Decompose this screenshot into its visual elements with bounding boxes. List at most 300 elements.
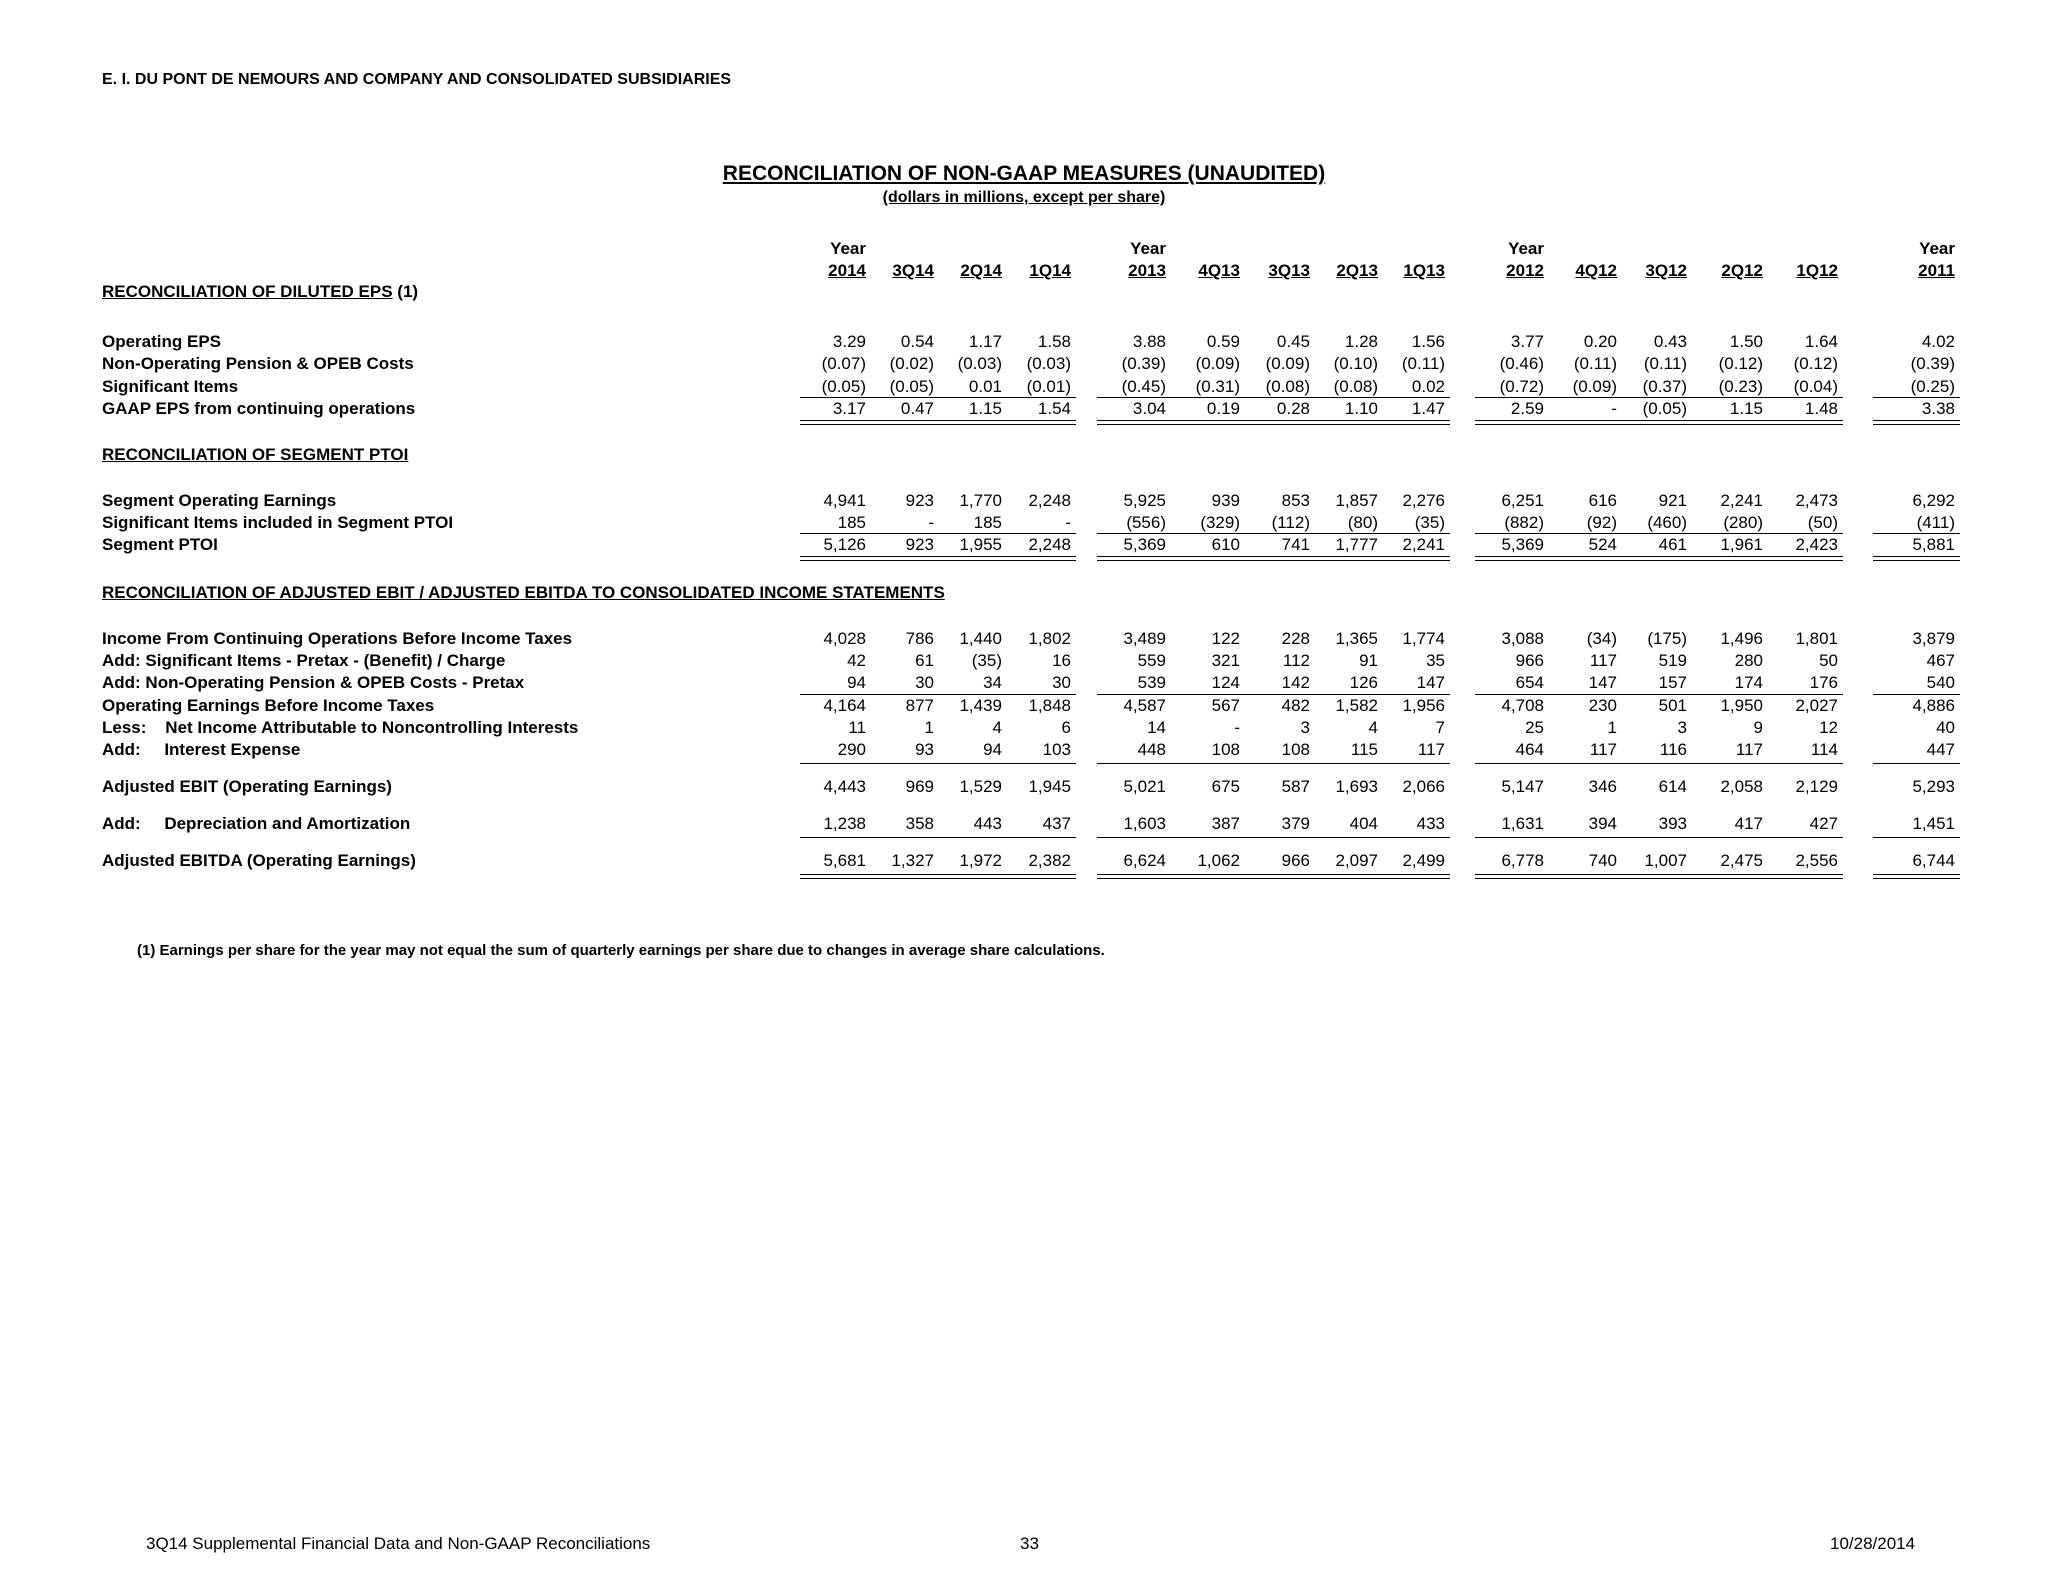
table-cell: 5,147 — [1501, 777, 1544, 796]
footer-title: 3Q14 Supplemental Financial Data and Non-GAAP Reconciliations — [146, 1534, 651, 1553]
column-header-top — [1250, 238, 1310, 260]
table-cell: 461 — [1658, 535, 1687, 554]
table-cell: 228 — [1281, 629, 1310, 648]
table-cell: 567 — [1211, 696, 1240, 715]
table-cell: (0.09) — [1572, 377, 1617, 396]
table-cell: 2,475 — [1720, 851, 1763, 870]
table-cell: 2,423 — [1795, 535, 1838, 554]
table-cell: 6,251 — [1501, 491, 1544, 510]
column-header-2q13 — [1318, 238, 1378, 282]
underline-rule — [1873, 874, 1960, 875]
column-header-top — [1318, 238, 1378, 260]
table-cell: 1.56 — [1411, 332, 1445, 351]
table-cell: 379 — [1281, 814, 1310, 833]
column-header-3q14 — [874, 238, 934, 282]
table-cell: 2,556 — [1795, 851, 1838, 870]
table-cell: 524 — [1588, 535, 1617, 554]
table-cell: 1,603 — [1123, 814, 1166, 833]
column-header-3q12 — [1627, 238, 1687, 282]
table-cell: 0.02 — [1411, 377, 1445, 396]
row-label: Adjusted EBITDA (Operating Earnings) — [102, 851, 416, 870]
table-cell: - — [1611, 399, 1617, 418]
table-cell: 610 — [1211, 535, 1240, 554]
table-cell: 3 — [1300, 718, 1310, 737]
table-cell: (280) — [1723, 513, 1763, 532]
table-cell: (112) — [1271, 513, 1310, 532]
table-cell: (0.09) — [1265, 354, 1310, 373]
table-cell: 3.38 — [1921, 399, 1955, 418]
table-cell: 5,369 — [1123, 535, 1166, 554]
footnote: (1) Earnings per share for the year may not equal the sum of quarterly earnings per share due to changes in average share calculations. — [137, 942, 1105, 959]
table-cell: 147 — [1588, 673, 1617, 692]
row-label: GAAP EPS from continuing operations — [102, 399, 416, 418]
row-label: Less: Net Income Attributable to Noncontrolling Interests — [102, 718, 579, 737]
table-cell: 1,945 — [1028, 777, 1071, 796]
table-cell: 5,681 — [823, 851, 866, 870]
underline-rule — [800, 556, 1076, 557]
table-cell: 117 — [1589, 651, 1617, 670]
table-cell: 108 — [1281, 740, 1310, 759]
table-cell: (0.05) — [821, 377, 866, 396]
table-cell: 0.54 — [900, 332, 934, 351]
table-cell: 35 — [1426, 651, 1445, 670]
table-cell: 108 — [1211, 740, 1240, 759]
table-cell: 103 — [1042, 740, 1071, 759]
table-cell: 437 — [1042, 814, 1071, 833]
column-header-4q13 — [1180, 238, 1240, 282]
underline-rule — [800, 420, 1076, 421]
table-cell: (0.23) — [1718, 377, 1763, 396]
table-cell: 1,777 — [1335, 535, 1378, 554]
column-header-label: 2012 — [1506, 261, 1544, 280]
table-cell: (0.04) — [1793, 377, 1838, 396]
table-cell: 1.28 — [1344, 332, 1378, 351]
table-cell: 1.54 — [1037, 399, 1071, 418]
table-cell: 433 — [1416, 814, 1445, 833]
table-cell: 1,062 — [1197, 851, 1240, 870]
underline-rule — [1097, 837, 1450, 838]
table-cell: 2,248 — [1028, 535, 1071, 554]
table-cell: 5,925 — [1123, 491, 1166, 510]
row-label: Operating EPS — [102, 332, 222, 351]
table-cell: (50) — [1807, 513, 1838, 532]
table-cell: 6,624 — [1123, 851, 1166, 870]
row-label: Significant Items included in Segment PTOI — [102, 513, 454, 532]
table-cell: 2,097 — [1335, 851, 1378, 870]
page-title: RECONCILIATION OF NON-GAAP MEASURES (UNAUDITED) — [722, 162, 1326, 185]
table-cell: (0.11) — [1401, 354, 1445, 373]
table-cell: (882) — [1504, 513, 1544, 532]
table-cell: 393 — [1658, 814, 1687, 833]
underline-rule — [1475, 694, 1843, 695]
column-header-top: Year — [1130, 239, 1166, 258]
table-cell: (0.08) — [1333, 377, 1378, 396]
table-cell: 94 — [983, 740, 1002, 759]
underline-rule — [1097, 556, 1450, 557]
table-cell: 4,941 — [823, 491, 866, 510]
table-cell: (0.12) — [1718, 354, 1763, 373]
table-cell: 42 — [847, 651, 866, 670]
underline-rule — [800, 874, 1076, 875]
table-cell: 587 — [1281, 777, 1310, 796]
column-header-1q12 — [1778, 238, 1838, 282]
column-header-top: Year — [1508, 239, 1544, 258]
column-header-2013 — [1106, 238, 1166, 282]
underline-rule — [1475, 420, 1843, 421]
table-cell: 654 — [1515, 673, 1544, 692]
table-cell: 115 — [1350, 740, 1378, 759]
table-cell: (0.10) — [1333, 354, 1378, 373]
table-cell: (35) — [971, 651, 1002, 670]
table-cell: 0.59 — [1206, 332, 1240, 351]
company-name: E. I. DU PONT DE NEMOURS AND COMPANY AND CONSOLIDATED SUBSIDIARIES — [102, 71, 732, 88]
column-header-label: 3Q14 — [892, 261, 934, 280]
table-cell: 0.28 — [1276, 399, 1310, 418]
table-cell: - — [1065, 513, 1071, 532]
table-cell: 1.48 — [1804, 399, 1838, 418]
row-label: Non-Operating Pension & OPEB Costs — [102, 354, 414, 373]
table-cell: 0.19 — [1206, 399, 1240, 418]
table-cell: 5,369 — [1501, 535, 1544, 554]
row-label: Add: Non-Operating Pension & OPEB Costs - Pretax — [102, 673, 525, 692]
table-cell: (0.02) — [889, 354, 934, 373]
underline-rule — [1475, 397, 1843, 398]
table-cell: 921 — [1658, 491, 1687, 510]
table-cell: (0.37) — [1642, 377, 1687, 396]
table-cell: 4,164 — [823, 696, 866, 715]
table-cell: 2,241 — [1720, 491, 1763, 510]
column-header-top — [1778, 238, 1838, 260]
column-header-label: 4Q13 — [1198, 261, 1240, 280]
table-cell: 93 — [915, 740, 934, 759]
table-cell: (175) — [1647, 629, 1687, 648]
table-cell: 2.59 — [1510, 399, 1544, 418]
table-cell: 1,007 — [1644, 851, 1687, 870]
table-cell: 853 — [1281, 491, 1310, 510]
row-label: Income From Continuing Operations Before Income Taxes — [102, 629, 573, 648]
table-cell: 1,955 — [959, 535, 1002, 554]
table-cell: 427 — [1809, 814, 1838, 833]
column-header-top: Year — [830, 239, 866, 258]
table-cell: 1,365 — [1335, 629, 1378, 648]
table-cell: 174 — [1734, 673, 1763, 692]
table-cell: 7 — [1435, 718, 1445, 737]
table-cell: 0.01 — [968, 377, 1002, 396]
table-cell: 5,126 — [823, 535, 866, 554]
table-cell: 30 — [1052, 673, 1071, 692]
table-cell: 112 — [1282, 651, 1310, 670]
table-cell: (556) — [1126, 513, 1166, 532]
table-cell: 1,801 — [1795, 629, 1838, 648]
table-cell: 142 — [1281, 673, 1310, 692]
table-cell: 3.29 — [832, 332, 866, 351]
column-header-label: 2Q13 — [1336, 261, 1378, 280]
table-cell: 40 — [1936, 718, 1955, 737]
table-cell: 448 — [1137, 740, 1166, 759]
table-cell: (460) — [1647, 513, 1687, 532]
column-header-top — [1011, 238, 1071, 260]
table-cell: 4 — [1368, 718, 1378, 737]
underline-rule — [800, 763, 1076, 764]
table-cell: 1,440 — [959, 629, 1002, 648]
table-cell: (0.08) — [1265, 377, 1310, 396]
table-cell: 614 — [1658, 777, 1687, 796]
table-cell: 2,276 — [1402, 491, 1445, 510]
table-cell: 1.50 — [1729, 332, 1763, 351]
underline-rule — [1097, 560, 1450, 561]
underline-rule — [1873, 424, 1960, 425]
table-cell: 1,802 — [1028, 629, 1071, 648]
table-cell: 61 — [915, 651, 934, 670]
table-cell: 176 — [1809, 673, 1838, 692]
column-header-top — [1703, 238, 1763, 260]
row-label: Add: Significant Items - Pretax - (Benefit) / Charge — [102, 651, 506, 670]
table-cell: 4,708 — [1501, 696, 1544, 715]
table-cell: 3.17 — [832, 399, 866, 418]
table-cell: 2,129 — [1795, 777, 1838, 796]
underline-rule — [1873, 837, 1960, 838]
table-cell: 16 — [1052, 651, 1071, 670]
underline-rule — [1475, 560, 1843, 561]
table-cell: - — [928, 513, 934, 532]
column-header-label: 2Q12 — [1721, 261, 1763, 280]
table-cell: (34) — [1586, 629, 1617, 648]
underline-rule — [1873, 763, 1960, 764]
table-cell: 4 — [992, 718, 1002, 737]
table-cell: (0.11) — [1643, 354, 1687, 373]
column-header-label: 1Q12 — [1796, 261, 1838, 280]
table-cell: 358 — [905, 814, 934, 833]
table-cell: (0.09) — [1195, 354, 1240, 373]
table-cell: 4,886 — [1912, 696, 1955, 715]
section-title — [102, 445, 408, 465]
table-cell: 2,027 — [1795, 696, 1838, 715]
table-cell: 2,066 — [1402, 777, 1445, 796]
table-cell: 25 — [1525, 718, 1544, 737]
table-cell: 1,631 — [1501, 814, 1544, 833]
table-cell: (0.12) — [1793, 354, 1838, 373]
column-header-3q13 — [1250, 238, 1310, 282]
column-header-top — [874, 238, 934, 260]
column-header-2014 — [806, 238, 866, 282]
table-cell: (0.03) — [1026, 354, 1071, 373]
table-cell: (0.45) — [1121, 377, 1166, 396]
table-cell: 6,744 — [1912, 851, 1955, 870]
table-cell: 616 — [1588, 491, 1617, 510]
column-header-1q13 — [1385, 238, 1445, 282]
table-cell: 12 — [1819, 718, 1838, 737]
table-cell: 147 — [1416, 673, 1445, 692]
column-header-top — [1385, 238, 1445, 260]
table-cell: (0.01) — [1026, 377, 1071, 396]
table-cell: 4.02 — [1921, 332, 1955, 351]
table-cell: 50 — [1819, 651, 1838, 670]
table-cell: 966 — [1281, 851, 1310, 870]
table-cell: 559 — [1137, 651, 1166, 670]
table-cell: 230 — [1588, 696, 1617, 715]
underline-rule — [1097, 420, 1450, 421]
column-header-2q12 — [1703, 238, 1763, 282]
table-cell: 1.15 — [968, 399, 1002, 418]
table-cell: 877 — [905, 696, 934, 715]
table-cell: 117 — [1417, 740, 1445, 759]
table-cell: 117 — [1735, 740, 1763, 759]
table-cell: (0.11) — [1573, 354, 1617, 373]
table-cell: 0.45 — [1276, 332, 1310, 351]
column-header-2012 — [1484, 238, 1544, 282]
column-header-top — [942, 238, 1002, 260]
table-cell: 34 — [983, 673, 1002, 692]
table-cell: 6,292 — [1912, 491, 1955, 510]
table-cell: 2,382 — [1028, 851, 1071, 870]
table-cell: 2,248 — [1028, 491, 1071, 510]
table-cell: (0.07) — [821, 354, 866, 373]
table-cell: 1.58 — [1037, 332, 1071, 351]
table-cell: 404 — [1349, 814, 1378, 833]
table-cell: 91 — [1359, 651, 1378, 670]
table-cell: 122 — [1211, 629, 1240, 648]
table-cell: 5,021 — [1123, 777, 1166, 796]
table-cell: (0.31) — [1195, 377, 1240, 396]
section-title-text: RECONCILIATION OF ADJUSTED EBIT / ADJUSTED EBITDA TO CONSOLIDATED INCOME STATEMENTS — [102, 583, 945, 602]
table-cell: 1,529 — [959, 777, 1002, 796]
underline-rule — [1873, 878, 1960, 879]
column-header-label: 3Q12 — [1645, 261, 1687, 280]
table-cell: 3,489 — [1123, 629, 1166, 648]
table-cell: 387 — [1211, 814, 1240, 833]
underline-rule — [800, 397, 1076, 398]
underline-rule — [1475, 424, 1843, 425]
table-cell: 1.47 — [1411, 399, 1445, 418]
column-header-label: 1Q13 — [1403, 261, 1445, 280]
underline-rule — [800, 424, 1076, 425]
table-cell: (0.72) — [1499, 377, 1544, 396]
table-cell: (0.05) — [1642, 399, 1687, 418]
table-cell: 1,439 — [959, 696, 1002, 715]
table-cell: 741 — [1281, 535, 1310, 554]
table-cell: (92) — [1586, 513, 1617, 532]
underline-rule — [1475, 837, 1843, 838]
underline-rule — [1475, 533, 1843, 534]
table-cell: 3 — [1677, 718, 1687, 737]
column-header-top — [1627, 238, 1687, 260]
table-cell: 114 — [1810, 740, 1838, 759]
table-cell: (80) — [1347, 513, 1378, 532]
table-cell: (0.46) — [1499, 354, 1544, 373]
table-cell: (0.39) — [1910, 354, 1955, 373]
row-label: Significant Items — [102, 377, 239, 396]
row-label: Operating Earnings Before Income Taxes — [102, 696, 435, 715]
column-header-top: Year — [1919, 239, 1955, 258]
table-cell: 3,088 — [1501, 629, 1544, 648]
table-cell: 969 — [905, 777, 934, 796]
table-cell: 539 — [1137, 673, 1166, 692]
table-cell: 1,770 — [959, 491, 1002, 510]
section-title — [102, 583, 945, 603]
table-cell: 467 — [1926, 651, 1955, 670]
row-label: Add: Interest Expense — [102, 740, 301, 759]
table-cell: 126 — [1349, 673, 1378, 692]
column-header-label: 2011 — [1918, 261, 1955, 280]
table-cell: 1,950 — [1720, 696, 1763, 715]
table-cell: 2,241 — [1402, 535, 1445, 554]
underline-rule — [1873, 694, 1960, 695]
table-cell: 2,473 — [1795, 491, 1838, 510]
table-cell: 346 — [1588, 777, 1617, 796]
table-cell: 30 — [915, 673, 934, 692]
table-cell: 1,451 — [1912, 814, 1955, 833]
underline-rule — [1097, 533, 1450, 534]
underline-rule — [800, 694, 1076, 695]
underline-rule — [1873, 397, 1960, 398]
table-cell: 464 — [1515, 740, 1544, 759]
row-label: Segment Operating Earnings — [102, 491, 337, 510]
underline-rule — [1097, 878, 1450, 879]
table-cell: - — [1234, 718, 1240, 737]
table-cell: (0.05) — [889, 377, 934, 396]
table-cell: 5,293 — [1912, 777, 1955, 796]
column-header-label: 4Q12 — [1575, 261, 1617, 280]
footer-date: 10/28/2014 — [1830, 1534, 1916, 1553]
table-cell: 1,693 — [1335, 777, 1378, 796]
underline-rule — [1475, 763, 1843, 764]
table-cell: 519 — [1658, 651, 1687, 670]
underline-rule — [1475, 874, 1843, 875]
table-cell: 3.88 — [1132, 332, 1166, 351]
underline-rule — [1873, 420, 1960, 421]
page-number: 33 — [1020, 1534, 1039, 1553]
table-cell: 0.43 — [1653, 332, 1687, 351]
table-cell: (329) — [1200, 513, 1240, 532]
column-header-label: 2Q14 — [960, 261, 1002, 280]
table-cell: 4,587 — [1123, 696, 1166, 715]
column-header-2011 — [1895, 238, 1955, 282]
column-header-label: 2014 — [828, 261, 866, 280]
column-header-2q14 — [942, 238, 1002, 282]
table-cell: 124 — [1211, 673, 1240, 692]
table-cell: (35) — [1414, 513, 1445, 532]
table-cell: 1,327 — [891, 851, 934, 870]
table-cell: 417 — [1734, 814, 1763, 833]
table-cell: 443 — [973, 814, 1002, 833]
table-cell: 1,848 — [1028, 696, 1071, 715]
underline-rule — [1873, 560, 1960, 561]
table-cell: 447 — [1926, 740, 1955, 759]
table-cell: 116 — [1659, 740, 1687, 759]
section-title — [102, 282, 418, 302]
row-label: Add: Depreciation and Amortization — [102, 814, 411, 833]
table-cell: 2,499 — [1402, 851, 1445, 870]
underline-rule — [800, 560, 1076, 561]
table-cell: 0.20 — [1583, 332, 1617, 351]
table-cell: 4,028 — [823, 629, 866, 648]
table-cell: 675 — [1211, 777, 1240, 796]
table-cell: 740 — [1588, 851, 1617, 870]
table-cell: 1,238 — [823, 814, 866, 833]
row-label: Adjusted EBIT (Operating Earnings) — [102, 777, 392, 796]
underline-rule — [1475, 878, 1843, 879]
table-cell: 923 — [905, 535, 934, 554]
table-cell: 5,881 — [1912, 535, 1955, 554]
column-header-label: 1Q14 — [1029, 261, 1071, 280]
underline-rule — [1097, 694, 1450, 695]
column-header-top — [1557, 238, 1617, 260]
underline-rule — [800, 837, 1076, 838]
table-cell: 923 — [905, 491, 934, 510]
table-cell: 185 — [837, 513, 866, 532]
section-title-text: RECONCILIATION OF SEGMENT PTOI — [102, 445, 409, 464]
underline-rule — [1873, 556, 1960, 557]
